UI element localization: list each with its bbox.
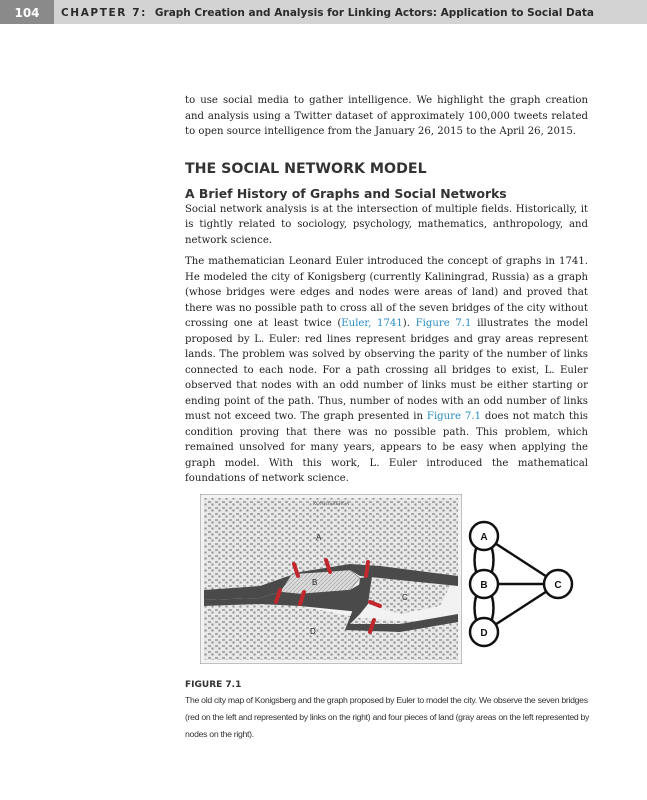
chapter-number: CHAPTER 7: bbox=[61, 7, 147, 19]
section-heading: THE SOCIAL NETWORK MODEL bbox=[185, 160, 427, 177]
intro-paragraph: to use social media to gather intelligence. We highlight the graph creation and analysis using a Twitter dataset of approximately 100,000 tweets related to open source intelligence from the January 26, 2015 to the April 26, 2015. bbox=[185, 95, 588, 137]
konigsberg-map bbox=[200, 494, 462, 664]
subsection-heading: A Brief History of Graphs and Social Networks bbox=[185, 185, 507, 201]
paragraph-2-text: The mathematician Leonard Euler introduced the concept of graphs in 1741. He modeled the city of Konigsberg (currently Kaliningrad, Russia) as a graph (whose bridges were edges and nodes were areas of land) and proved that there was no possible path to cross all of the seven bridges of the city without crossing one at least twice ( bbox=[185, 256, 588, 329]
figure-link[interactable]: Figure 7.1 bbox=[426, 411, 482, 422]
bridge-mark bbox=[366, 562, 368, 576]
paragraph-2-text: does not match this condition proving that there was no possible path. This problem, which remained unsolved for many years, appears to be easy when applying the graph model. With this work, L. Euler introduced the mathematical foundations of network science. bbox=[185, 411, 588, 484]
graph-node-label: C bbox=[554, 580, 562, 591]
figure-caption: The old city map of Konigsberg and the graph proposed by Euler to model the city. We observe the seven bridges (red on the left and represented by links on the right) and four pieces of land (gray areas on the left represented by nodes on the right). bbox=[185, 695, 590, 739]
citation-link[interactable]: Euler, 1741 bbox=[341, 318, 403, 329]
map-label-c: C bbox=[402, 593, 408, 602]
paragraph-2 bbox=[185, 254, 588, 487]
page-number: 104 bbox=[0, 0, 54, 24]
paragraph-1: Social network analysis is at the intersection of multiple fields. Historically, it is tightly related to sociology, psychology, mathematics, anthropology, and network science. bbox=[185, 203, 588, 246]
map-label-a: A bbox=[316, 533, 322, 542]
graph-node-label: A bbox=[480, 532, 488, 543]
figure-label: FIGURE 7.1 bbox=[185, 680, 242, 690]
graph-node-label: D bbox=[480, 628, 488, 639]
running-header-text bbox=[61, 0, 594, 24]
figure-link[interactable]: Figure 7.1 bbox=[415, 318, 472, 329]
paragraph-2-text: ). bbox=[402, 318, 416, 329]
main-text bbox=[185, 93, 588, 487]
paragraph-2-text: illustrates the model proposed by L. Euler: red lines represent bridges and gray areas represent lands. The problem was solved by observing the parity of the number of links connected to each node. For a path crossing all bridges to exist, L. Euler observed that nodes with an odd number of links must be either starting or ending point of the path. Thus, number of nodes with an odd number of links must not exceed two. The graph presented in bbox=[185, 318, 588, 422]
graph-node-label: B bbox=[480, 580, 488, 591]
euler-graph bbox=[464, 516, 588, 656]
map-label-b: B bbox=[312, 578, 318, 587]
map-title: KONIGSBERGA bbox=[312, 502, 350, 507]
map-label-d: D bbox=[310, 627, 316, 636]
chapter-title: Graph Creation and Analysis for Linking Actors: Application to Social Data bbox=[154, 7, 594, 19]
